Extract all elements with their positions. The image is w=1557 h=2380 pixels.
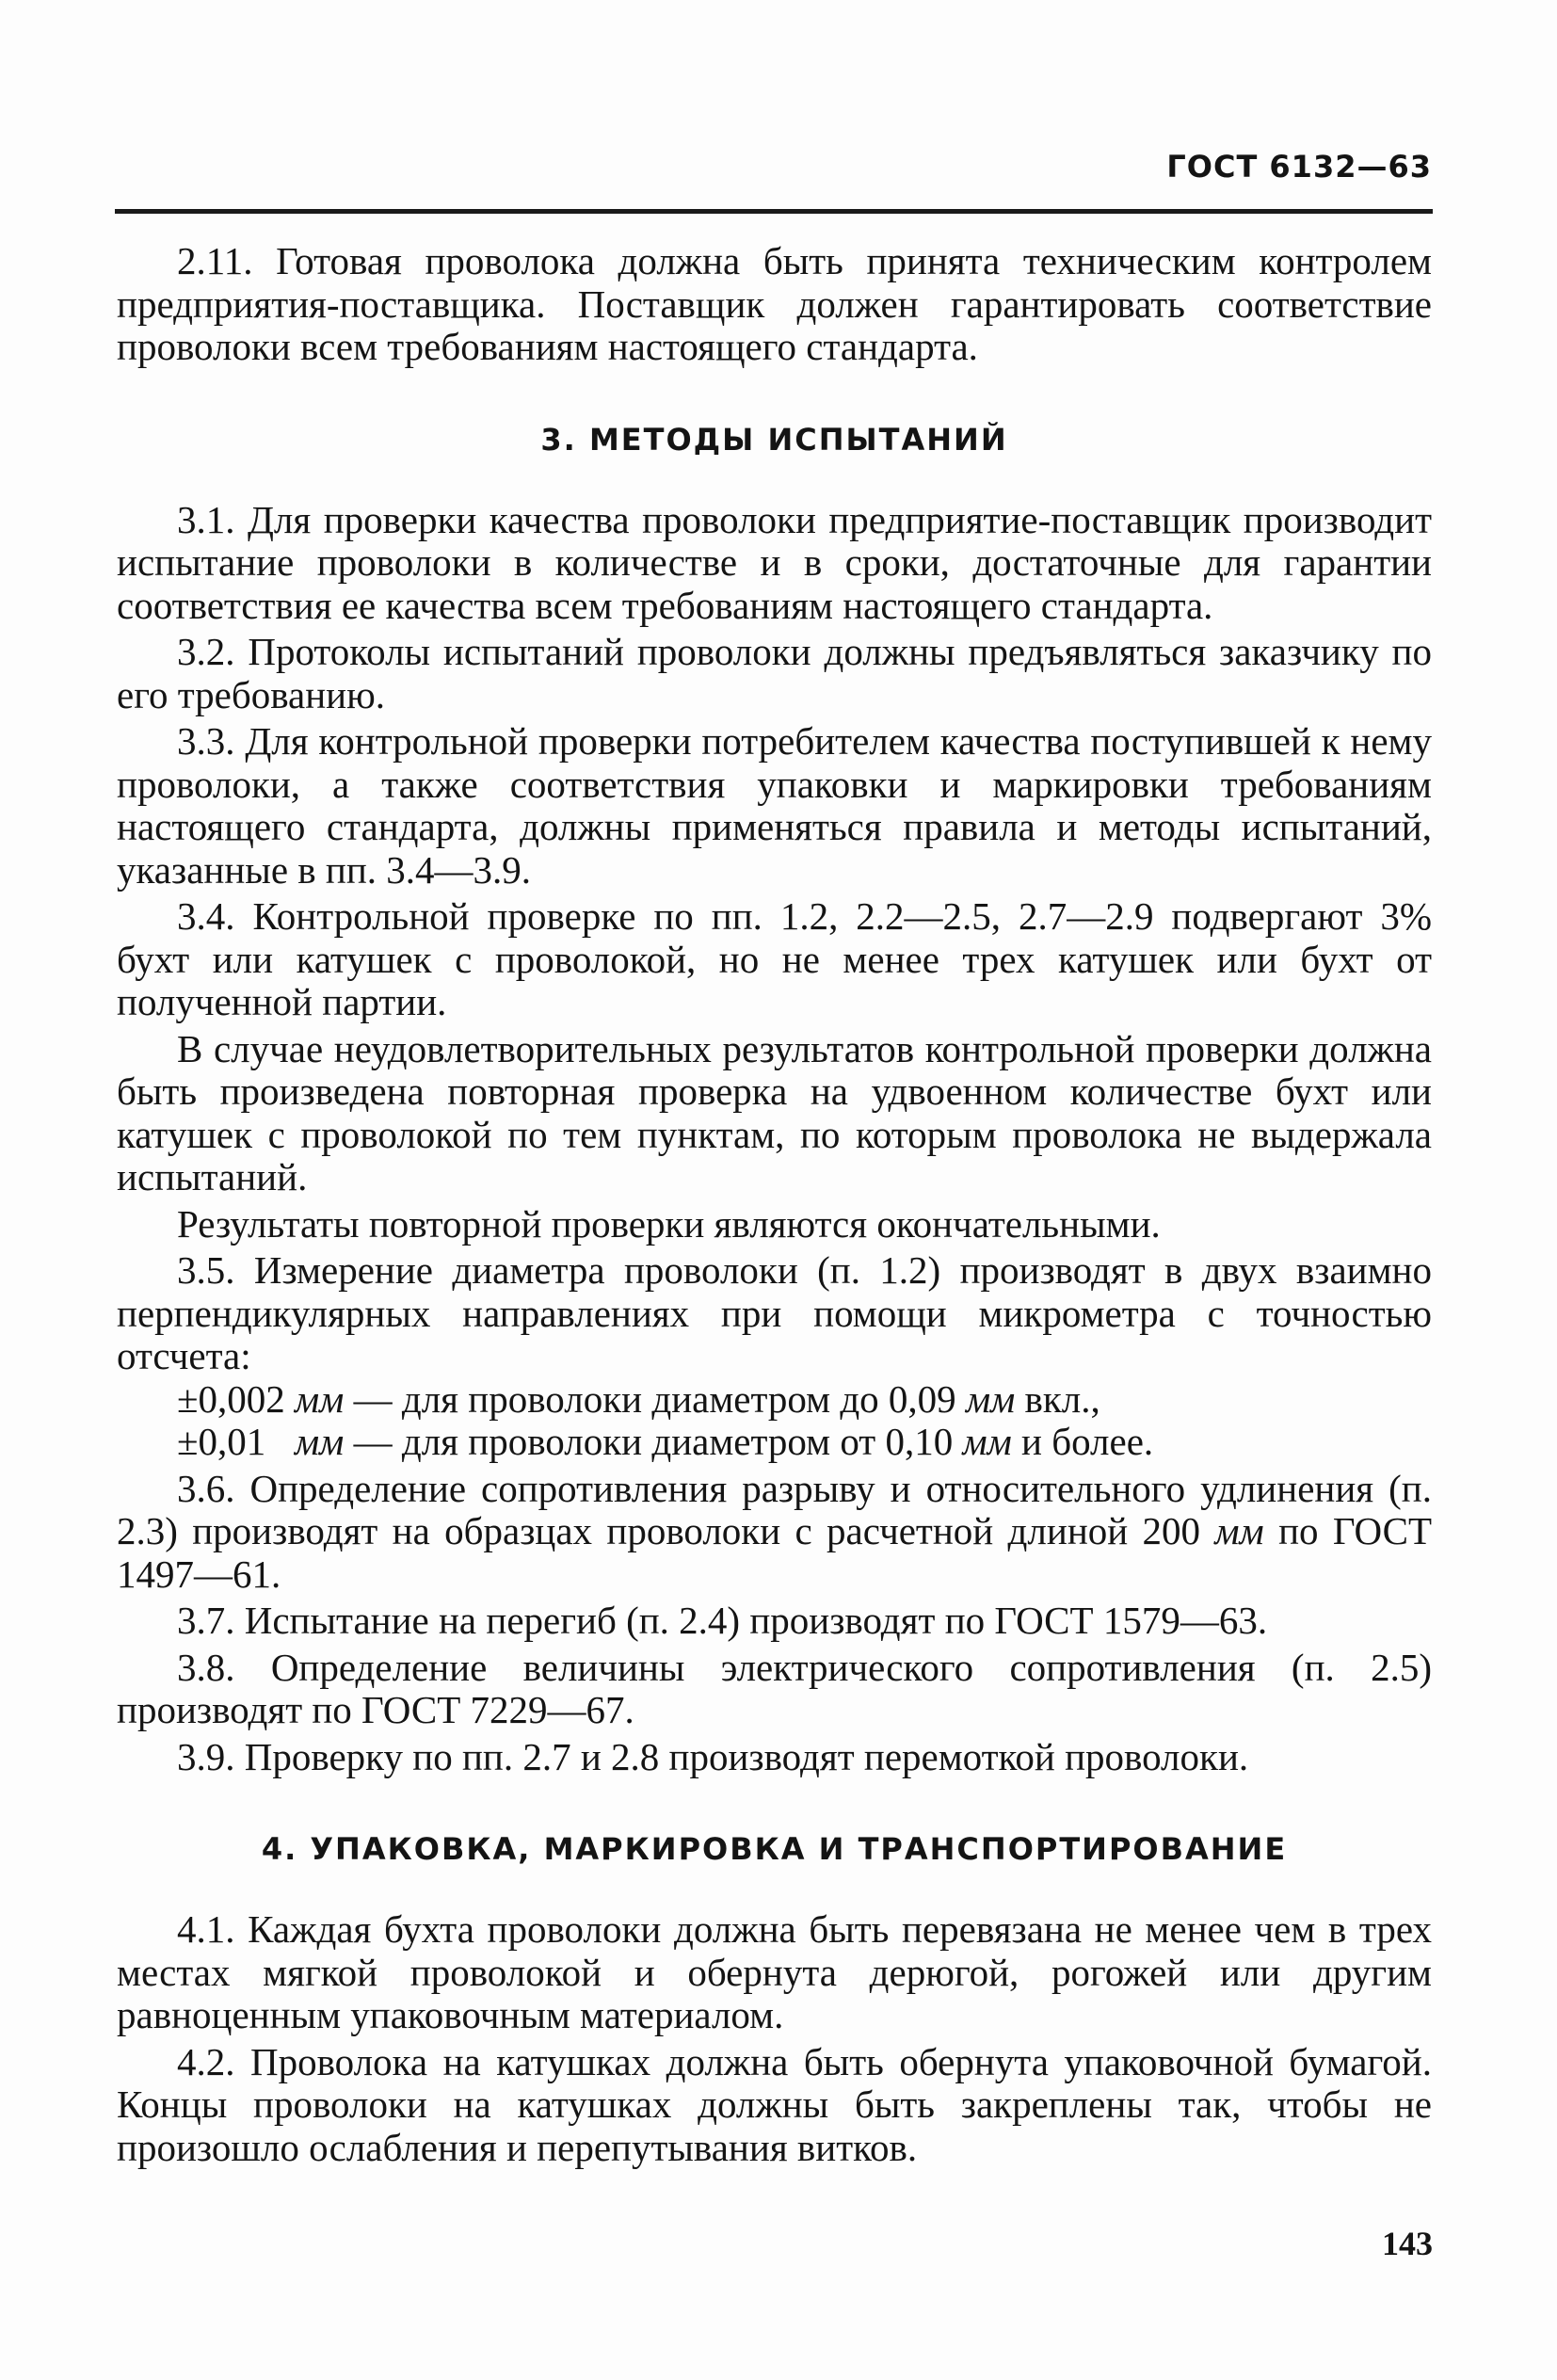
paragraph-3-9: 3.9. Проверку по пп. 2.7 и 2.8 производят перемоткой проволоки. xyxy=(177,1734,1249,1778)
paragraph-3-4-final: Результаты повторной проверки являются окончательными. xyxy=(177,1201,1161,1246)
paragraph-2-11: 2.11. Готовая проволока должна быть принята техническим контролем предприятия-поставщика. Поставщик должен гарантировать соответствие проволоки всем требованиям настоящего стандарта. xyxy=(117,239,1432,368)
paragraph-3-4: 3.4. Контрольной проверке по пп. 1.2, 2.2—2.5, 2.7—2.9 подвергают 3% бухт или катушек с проволокой, но не менее трех катушек или бухт от полученной партии. xyxy=(117,894,1432,1023)
paragraph-3-2: 3.2. Протоколы испытаний проволоки должны предъявляться заказчику по его требованию. xyxy=(117,630,1432,716)
page-body xyxy=(117,240,1432,2169)
paragraph-3-7: 3.7. Испытание на перегиб (п. 2.4) производят по ГОСТ 1579—63. xyxy=(177,1599,1268,1642)
page-number: 143 xyxy=(1382,2225,1433,2262)
tolerance-value-2: ±0,01 xyxy=(177,1420,266,1463)
header-rule xyxy=(115,209,1433,214)
paragraph-3-4-repeat: В случае неудовлетворительных результатов контрольной проверки должна быть произведена повторная проверка на удвоенном количестве бухт или катушек с проволокой по тем пунктам, по которым проволока не выдержала испытаний. xyxy=(117,1026,1432,1198)
paragraph-3-3: 3.3. Для контрольной проверки потребителем качества поступившей к нему проволоки, а также соответствия упаковки и маркировки требованиям настоящего стандарта, должны применяться правила и методы испытаний, указанные в пп. 3.4—3.9. xyxy=(117,719,1432,892)
tolerance-line-2: ±0,01 мм — для проволоки диаметром от 0,10 мм и более. xyxy=(177,1420,1154,1463)
paragraph-3-1: 3.1. Для проверки качества проволоки предприятие-поставщик производит испытание проволоки в количестве и в сроки, достаточные для гарантии соответствия ее качества всем требованиям настоящего стандарта. xyxy=(117,497,1432,627)
document-header: ГОСТ 6132—63 xyxy=(1166,149,1432,185)
paragraph-3-6: 3.6. Определение сопротивления разрыву и относительного удлинения (п. 2.3) производят на образцах проволоки с расчетной длиной 200 мм по ГОСТ 1497—61. xyxy=(117,1466,1433,1596)
section-heading-3: 3. МЕТОДЫ ИСПЫТАНИЙ xyxy=(540,421,1008,458)
paragraph-3-5: 3.5. Измерение диаметра проволоки (п. 1.2) производят в двух взаимно перпендикулярных направлениях при помощи микрометра с точностью отсчета: xyxy=(117,1248,1432,1377)
paragraph-3-8: 3.8. Определение величины электрического сопротивления (п. 2.5) производят по ГОСТ 7229—67. xyxy=(117,1645,1432,1731)
tolerance-value-1: ±0,002 xyxy=(177,1376,285,1421)
section-heading-4: 4. УПАКОВКА, МАРКИРОВКА И ТРАНСПОРТИРОВАНИЕ xyxy=(261,1831,1288,1867)
paragraph-4-1: 4.1. Каждая бухта проволоки должна быть перевязана не менее чем в трех местах мягкой проволокой и обернута дерюгой, рогожей или другим равноценным упаковочным материалом. xyxy=(117,1907,1432,2036)
tolerance-line-1: ±0,002 мм — для проволоки диаметром до 0,09 мм вкл., xyxy=(177,1376,1100,1421)
paragraph-4-2: 4.2. Проволока на катушках должна быть обернута упаковочной бумагой. Концы проволоки на катушках должны быть закреплены так, чтобы не произошло ослабления и перепутывания витков. xyxy=(117,2039,1432,2169)
